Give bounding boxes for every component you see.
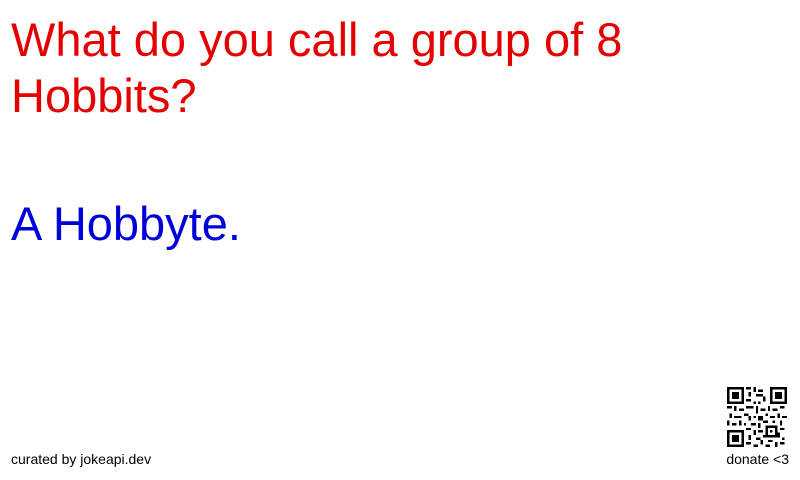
- credit-text: curated by jokeapi.dev: [11, 451, 152, 467]
- joke-punchline: A Hobbyte.: [11, 197, 241, 250]
- joke-setup: What do you call a group of 8 Hobbits?: [11, 13, 623, 122]
- donate-link[interactable]: donate <3: [726, 451, 789, 467]
- qr-code-icon[interactable]: [727, 387, 787, 447]
